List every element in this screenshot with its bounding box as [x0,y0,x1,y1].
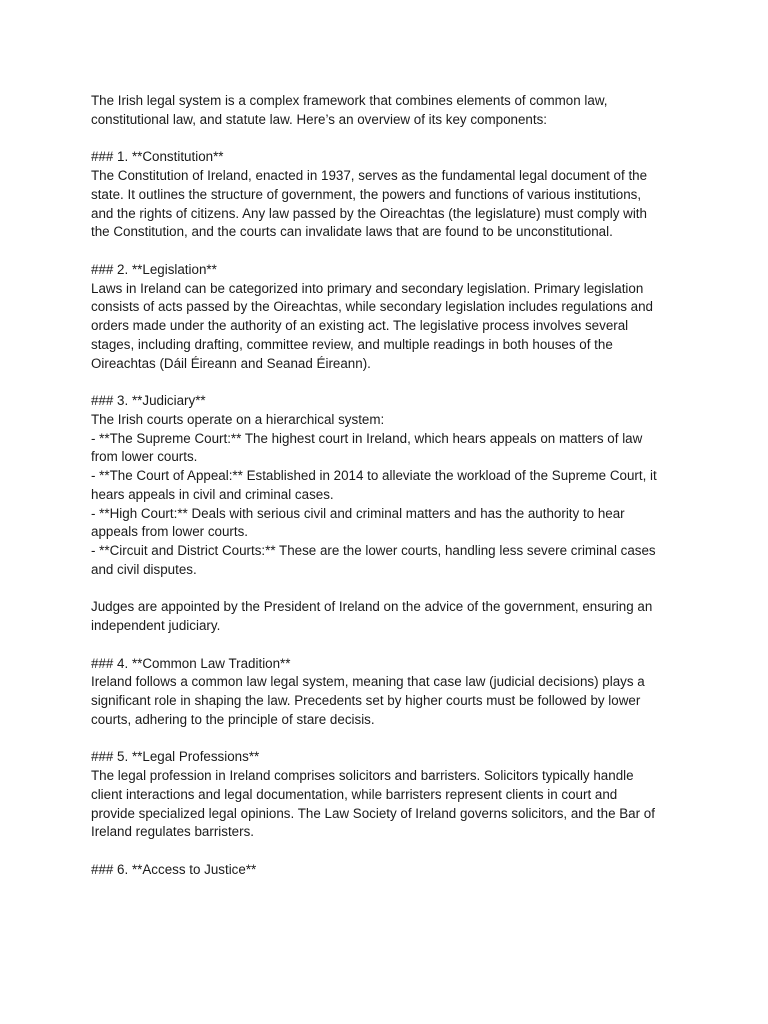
paragraph-gap [91,636,691,655]
section-5-heading: ### 5. **Legal Professions** [91,749,260,765]
section-1-body: The Constitution of Ireland, enacted in 1937, serves as the fundamental legal document of the state. It outlines the structure of government, the powers and functions of various institutions, and the rights of citizens. Any law passed by the Oireachtas (the legislature) must comply with the Constitution, and the courts can invalidate laws that are found to be unconstitutional. [91,168,648,240]
paragraph-gap [91,730,691,749]
section-2-heading: ### 2. **Legislation** [91,261,217,277]
section-5-body: The legal profession in Ireland comprises solicitors and barristers. Solicitors typically handle client interactions and legal documentation, while barristers represent clients in court and provide specialized legal opinions. The Law Society of Ireland governs solicitors, and the Bar of Ireland regulates barristers. [91,768,655,840]
section-3-heading: ### 3. **Judiciary** [91,393,206,408]
section-4-heading: ### 4. **Common Law Tradition** [91,655,291,671]
paragraph-gap [91,373,691,392]
section-6-heading: ### 6. **Access to Justice** [91,861,257,877]
section-4-body: Ireland follows a common law legal system, meaning that case law (judicial decisions) plays a significant role in shaping the law. Precedents set by higher courts must be followed by lower courts, adhering to the principle of stare decisis. [91,674,645,727]
section-3-judges-paragraph: Judges are appointed by the President of Ireland on the advice of the government, ensuring an independent judiciary. [91,599,653,633]
paragraph-gap [91,130,691,149]
section-1-heading: ### 1. **Constitution** [91,149,224,165]
paragraph-gap [91,580,691,599]
intro-paragraph: The Irish legal system is a complex framework that combines elements of common law, constitutional law, and statute law. Here’s an overview of its key components: [91,93,608,127]
section-3-body: The Irish courts operate on a hierarchical system: - **The Supreme Court:** The highest court in Ireland, which hears appeals on matters of law from lower courts. - **The Court of Appeal:** Established in 2014 to alleviate the workload of the Supreme Court, it hears appeals in civil and criminal cases. - **High Court:** Deals with serious civil and criminal matters and has the authority to hear appeals from lower courts. - **Circuit and District Courts:** These are the lower courts, handling less severe criminal cases and civil disputes. [91,411,657,577]
section-2-body: Laws in Ireland can be categorized into primary and secondary legislation. Primary legislation consists of acts passed by the Oireachtas, while secondary legislation includes regulations and orders made under the authority of an existing act. The legislative process involves several stages, including drafting, committee review, and multiple readings in both houses of the Oireachtas (Dáil Éireann and Seanad Éireann). [91,280,653,371]
document-body [91,92,691,880]
paragraph-gap [91,842,691,861]
paragraph-gap [91,242,691,261]
